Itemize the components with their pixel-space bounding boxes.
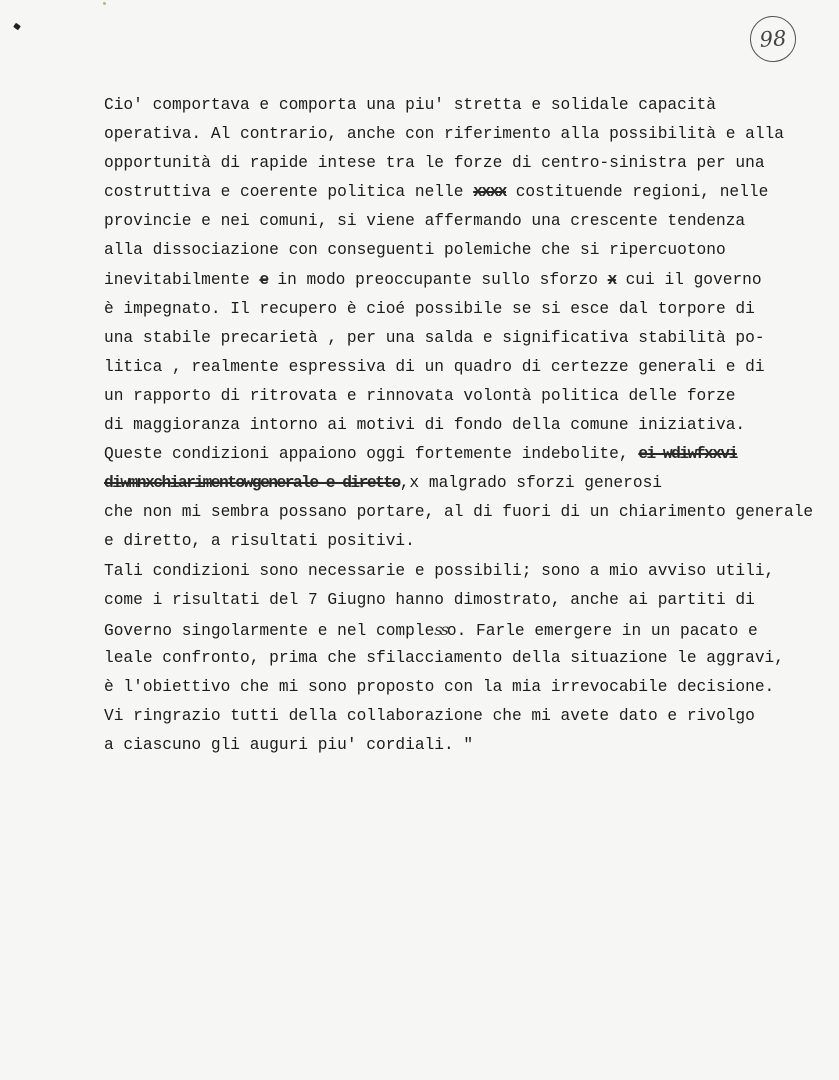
- handwritten-correction: ss: [434, 619, 447, 639]
- text-run: costituende regioni, nelle: [506, 183, 769, 202]
- text-run: ,x malgrado sforzi generosi: [399, 474, 662, 493]
- text-line: [104, 382, 834, 411]
- ink-dot: [103, 2, 106, 5]
- text-run: è l'obiettivo che mi sono proposto con la mia irrevocabile decisione.: [104, 677, 775, 696]
- text-run: cui il governo: [615, 270, 762, 289]
- text-run: Governo singolarmente e nel comple: [104, 621, 435, 640]
- text-line: [104, 236, 834, 265]
- text-run: Queste condizioni appaiono oggi fortemente indebolite,: [104, 445, 639, 464]
- text-line: [104, 295, 834, 324]
- typewritten-body: [104, 91, 834, 760]
- text-run: leale confronto, prima che sfilacciamento della situazione le aggravi,: [104, 648, 784, 667]
- text-line: [104, 266, 834, 295]
- text-line: [104, 527, 834, 556]
- text-run: o. Farle emergere in un pacato e: [446, 621, 758, 640]
- text-line: [104, 702, 834, 731]
- text-line: [104, 498, 834, 527]
- page-number: 98: [748, 14, 797, 63]
- text-run: Cio' comportava e comporta una piu' stretta e solidale capacità: [104, 96, 716, 114]
- text-line: [104, 469, 834, 498]
- text-run: litica , realmente espressiva di un quadro di certezze generali e di: [104, 357, 765, 376]
- corner-ink-mark: [13, 23, 21, 31]
- text-line: [104, 615, 834, 644]
- text-run: che non mi sembra possano portare, al di fuori di un chiarimento generale: [104, 503, 814, 522]
- text-run: costruttiva e coerente politica nelle: [104, 183, 474, 202]
- text-run: opportunità di rapide intese tra le forze di centro-sinistra per una: [104, 154, 765, 173]
- text-line: [104, 91, 834, 120]
- struck-out-text: e: [259, 270, 268, 289]
- text-line: [104, 440, 834, 469]
- text-line: [104, 353, 834, 382]
- text-line: [104, 557, 834, 586]
- struck-out-text: xxxx: [473, 183, 506, 202]
- text-run: Vi ringrazio tutti della collaborazione che mi avete dato e rivolgo: [104, 706, 755, 725]
- text-run: Tali condizioni sono necessarie e possibili; sono a mio avviso utili,: [104, 561, 775, 580]
- text-line: [104, 644, 834, 673]
- text-run: in modo preoccupante sullo sforzo: [267, 270, 608, 289]
- struck-out-text: x: [607, 270, 616, 289]
- text-line: [104, 411, 834, 440]
- text-line: [104, 673, 834, 702]
- text-run: come i risultati del 7 Giugno hanno dimostrato, anche ai partiti di: [104, 590, 755, 609]
- text-line: [104, 178, 834, 207]
- text-run: è impegnato. Il recupero è cioé possibile se si esce dal torpore di: [104, 299, 755, 318]
- text-line: [104, 731, 834, 760]
- text-line: [104, 149, 834, 178]
- text-run: alla dissociazione con conseguenti polemiche che si ripercuotono: [104, 241, 726, 260]
- text-run: a ciascuno gli auguri piu' cordiali. ": [104, 736, 474, 755]
- text-run: provincie e nei comuni, si viene affermando una crescente tendenza: [104, 212, 746, 231]
- text-line: [104, 207, 834, 236]
- text-line: [104, 586, 834, 615]
- text-run: operativa. Al contrario, anche con riferimento alla possibilità e alla: [104, 125, 784, 144]
- text-line: [104, 324, 834, 353]
- text-run: inevitabilmente: [104, 270, 260, 289]
- text-run: e diretto, a risultati positivi.: [104, 532, 415, 551]
- text-run: di maggioranza intorno ai motivi di fondo della comune iniziativa.: [104, 416, 746, 435]
- text-run: un rapporto di ritrovata e rinnovata volontà politica delle forze: [104, 386, 736, 405]
- struck-out-text: ei wdiwfxxvi: [638, 445, 737, 464]
- text-line: [104, 120, 834, 149]
- struck-out-text: diwmnxchiarimentowgenerale e diretto: [104, 474, 400, 493]
- text-run: una stabile precarietà , per una salda e significativa stabilità po-: [104, 328, 765, 347]
